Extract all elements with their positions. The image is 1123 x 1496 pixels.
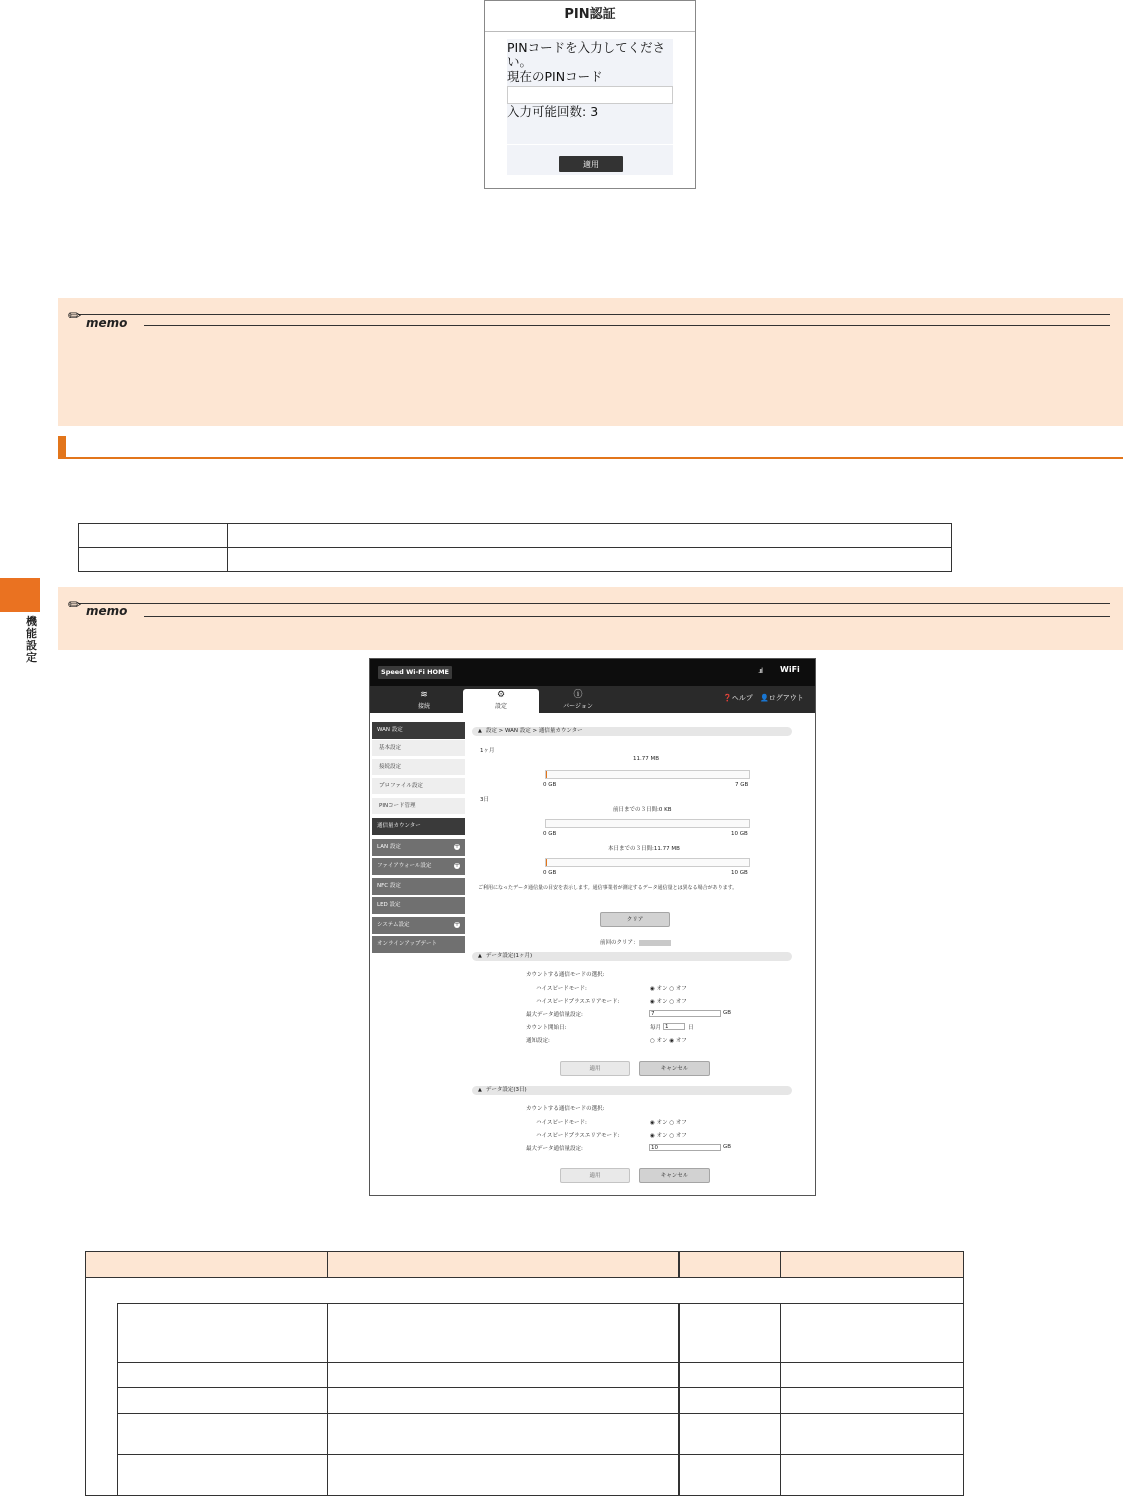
logout-link[interactable] [760, 693, 804, 703]
sidebar-item-firewall[interactable] [372, 858, 465, 875]
monthly-progress-bar [545, 770, 750, 779]
table-cell [228, 524, 952, 548]
radio-off-icon[interactable]: ◉ [669, 1038, 675, 1044]
section-heading-marker [58, 436, 66, 458]
radio-on-icon[interactable]: ◉ [650, 1120, 655, 1126]
monthly-usage: 11.77 MB [633, 756, 660, 762]
radio-on-icon[interactable]: ◉ [650, 999, 655, 1005]
info-icon: ⓘ [573, 690, 583, 700]
radio-on-label: オン [656, 986, 668, 992]
tab-connect-label: 接続 [417, 703, 430, 710]
plus-icon: + [454, 843, 460, 850]
radio-on-label: オン [656, 999, 668, 1005]
router-brand-logo: Speed Wi-Fi HOME [378, 666, 452, 679]
table-cell [228, 548, 952, 572]
high-speed-plus-label: ハイスピードプラスエリアモード: [536, 1133, 620, 1139]
mode-select-label: カウントする通信モードの選択: [526, 1106, 605, 1112]
pencil-icon: ✏ [68, 306, 82, 325]
progress-min: 0 GB [543, 831, 557, 837]
progress-max: 7 GB [735, 782, 749, 788]
chapter-tab-label: 機能設定 [26, 615, 37, 664]
table-rule [117, 1303, 118, 1496]
sidebar-item-profile[interactable]: プロファイル設定 [372, 778, 465, 795]
radio-off-label: オフ [675, 1133, 687, 1139]
help-icon: ❓ [723, 694, 732, 702]
wifi-icon: WiFi [780, 665, 800, 674]
radio-off-label: オフ [675, 1038, 687, 1044]
memo-box [58, 298, 1123, 426]
pin-input[interactable] [507, 86, 673, 104]
high-speed-radio-group[interactable] [650, 1118, 687, 1126]
pin-dialog-title: PIN認証 [485, 1, 695, 32]
count-start-label: カウント開始日: [526, 1025, 567, 1031]
table-rule [678, 1303, 680, 1496]
memo-rule [78, 603, 1110, 604]
mode-select-label: カウントする通信モードの選択: [526, 972, 605, 978]
tab-version-label: バージョン [563, 703, 593, 710]
usage-note: ご利用になったデータ通信量の目安を表示します。通信事業者が測定するデータ通信量とは異なる場合があります。 [478, 885, 738, 891]
sidebar-item-led[interactable]: LED 設定 [372, 897, 465, 914]
table-rule [118, 1387, 964, 1388]
pin-attempts-value: 3 [590, 104, 599, 119]
progress-min: 0 GB [543, 782, 557, 788]
radio-off-icon[interactable]: ○ [669, 1133, 675, 1139]
table-row [79, 548, 952, 572]
user-icon: 👤 [760, 694, 769, 702]
count-start-input[interactable]: 1 [663, 1023, 685, 1030]
apply-button[interactable]: 適用 [560, 1168, 630, 1183]
progress-max: 10 GB [731, 870, 748, 876]
last-clear [600, 938, 671, 946]
table-rule [85, 1277, 964, 1278]
three-day-settings-header [472, 1086, 792, 1095]
chapter-tab [0, 578, 40, 612]
radio-off-icon[interactable]: ○ [669, 999, 675, 1005]
sidebar-item-connection[interactable]: 接続設定 [372, 759, 465, 776]
radio-on-label: オン [656, 1133, 668, 1139]
pin-apply-button[interactable]: 適用 [559, 156, 623, 172]
section-header-text: データ設定(3日) [485, 1087, 527, 1093]
notify-radio-group[interactable] [650, 1036, 687, 1044]
count-start-prefix: 毎月 [650, 1025, 662, 1031]
memo-label: memo [86, 316, 128, 330]
table-rule [85, 1251, 964, 1252]
table-rule [118, 1454, 964, 1455]
high-speed-plus-radio-group[interactable] [650, 1131, 687, 1139]
radio-off-label: オフ [675, 986, 687, 992]
max-data-unit: GB [723, 1010, 732, 1016]
table-rule [85, 1251, 86, 1496]
memo-rule [144, 616, 1110, 617]
table-rule [963, 1251, 964, 1496]
table-rule [118, 1362, 964, 1363]
plus-icon: + [454, 921, 460, 928]
table-rule [780, 1251, 781, 1277]
notify-label: 通知設定: [526, 1038, 550, 1044]
table-rule [327, 1303, 328, 1496]
help-link[interactable] [723, 693, 753, 703]
pin-prompt: PINコードを入力してください。 [507, 40, 666, 69]
sidebar-item-label: ファイアウォール設定 [377, 863, 432, 869]
high-speed-plus-radio-group[interactable] [650, 997, 687, 1005]
triangle-icon: ▲ [478, 1087, 482, 1093]
radio-on-label: オン [656, 1120, 668, 1126]
table-cell [79, 548, 228, 572]
pencil-icon: ✏ [68, 595, 82, 614]
progress-max: 10 GB [731, 831, 748, 837]
memo-rule [78, 314, 1110, 315]
plus-icon: + [454, 862, 460, 869]
help-label: ヘルプ [731, 694, 753, 702]
info-table [78, 523, 952, 572]
radio-on-label: オン [656, 1038, 668, 1044]
blurred-date [639, 940, 671, 946]
radio-on-icon[interactable]: ◉ [650, 1133, 655, 1139]
pin-field-label: 現在のPINコード [507, 69, 603, 84]
signal-icon: .ııl [758, 667, 763, 675]
high-speed-label: ハイスピードモード: [536, 986, 587, 992]
sidebar-item-basic[interactable]: 基本設定 [372, 740, 465, 757]
tab-settings-label: 設定 [494, 703, 507, 710]
high-speed-radio-group[interactable] [650, 984, 687, 992]
radio-off-label: オフ [675, 1120, 687, 1126]
pin-attempts [507, 105, 598, 119]
section-header-text: データ設定(1ヶ月) [485, 953, 533, 959]
sidebar-item-counter[interactable]: 通信量カウンター [372, 818, 465, 835]
max-data-label: 最大データ通信量設定: [526, 1012, 583, 1018]
today-three-day-progress-bar [545, 858, 750, 867]
apply-button[interactable]: 適用 [560, 1061, 630, 1076]
table-rule [118, 1413, 964, 1414]
sidebar-item-system[interactable] [372, 917, 465, 934]
monthly-label: 1ヶ月 [480, 748, 495, 754]
three-day-label: 3日 [480, 797, 489, 803]
radio-off-label: オフ [675, 999, 687, 1005]
table-rule [118, 1303, 964, 1304]
tab-version[interactable] [540, 689, 616, 713]
pin-auth-dialog [484, 0, 696, 189]
clear-button[interactable]: クリア [600, 912, 670, 927]
sidebar-item-lan[interactable] [372, 839, 465, 856]
prev-three-day-usage: 前日までの３日間:0 KB [613, 807, 672, 813]
breadcrumb-text: 設定 > WAN 設定 > 通信量カウンター [485, 728, 583, 734]
memo-box [58, 587, 1123, 650]
sidebar-item-pin[interactable]: PINコード管理 [372, 798, 465, 815]
high-speed-plus-label: ハイスピードプラスエリアモード: [536, 999, 620, 1005]
section-heading-rule [58, 457, 1123, 459]
radio-on-icon[interactable]: ◉ [650, 986, 655, 992]
cancel-button[interactable]: キャンセル [639, 1168, 710, 1183]
pin-divider [507, 144, 673, 145]
memo-rule [144, 325, 1110, 326]
triangle-icon: ▲ [478, 728, 482, 734]
sidebar-item-online-update[interactable]: オンラインアップデート [372, 936, 465, 953]
wifi-waves-icon: ≋ [420, 690, 428, 700]
table-cell [79, 524, 228, 548]
radio-on-icon[interactable]: ○ [650, 1038, 655, 1044]
prev-three-day-progress-bar [545, 819, 750, 828]
table-rule [780, 1303, 781, 1496]
high-speed-label: ハイスピードモード: [536, 1120, 587, 1126]
today-three-day-usage: 本日までの３日間:11.77 MB [608, 846, 680, 852]
sidebar-item-nfc[interactable]: NFC 設定 [372, 878, 465, 895]
max-data-input[interactable]: 7 [649, 1010, 721, 1017]
table-rule [327, 1251, 328, 1277]
triangle-icon: ▲ [478, 953, 482, 959]
radio-off-icon[interactable]: ○ [669, 1120, 675, 1126]
logout-label: ログアウト [768, 694, 804, 702]
monthly-settings-header [472, 952, 792, 961]
sidebar-item-label: システム設定 [377, 922, 410, 928]
radio-off-icon[interactable]: ○ [669, 986, 675, 992]
tab-settings[interactable] [463, 689, 539, 713]
memo-label: memo [86, 604, 128, 618]
gear-icon: ⚙ [496, 690, 506, 700]
pin-attempts-label: 入力可能回数: [507, 104, 587, 119]
table-header-bg [85, 1251, 964, 1277]
max-data-unit: GB [723, 1144, 732, 1150]
router-screenshot [369, 658, 816, 1196]
progress-min: 0 GB [543, 870, 557, 876]
breadcrumb [472, 727, 792, 736]
max-data-label: 最大データ通信量設定: [526, 1146, 583, 1152]
settings-table [85, 1251, 964, 1496]
sidebar-item-wan[interactable]: WAN 設定 [372, 722, 465, 739]
table-rule [678, 1251, 680, 1277]
table-row [79, 524, 952, 548]
count-start-unit: 日 [688, 1025, 694, 1031]
max-data-input[interactable]: 10 [649, 1144, 721, 1151]
tab-connect[interactable] [386, 689, 462, 713]
cancel-button[interactable]: キャンセル [639, 1061, 710, 1076]
last-clear-label: 前回のクリア： [600, 940, 639, 946]
sidebar-item-label: LAN 設定 [377, 844, 401, 850]
